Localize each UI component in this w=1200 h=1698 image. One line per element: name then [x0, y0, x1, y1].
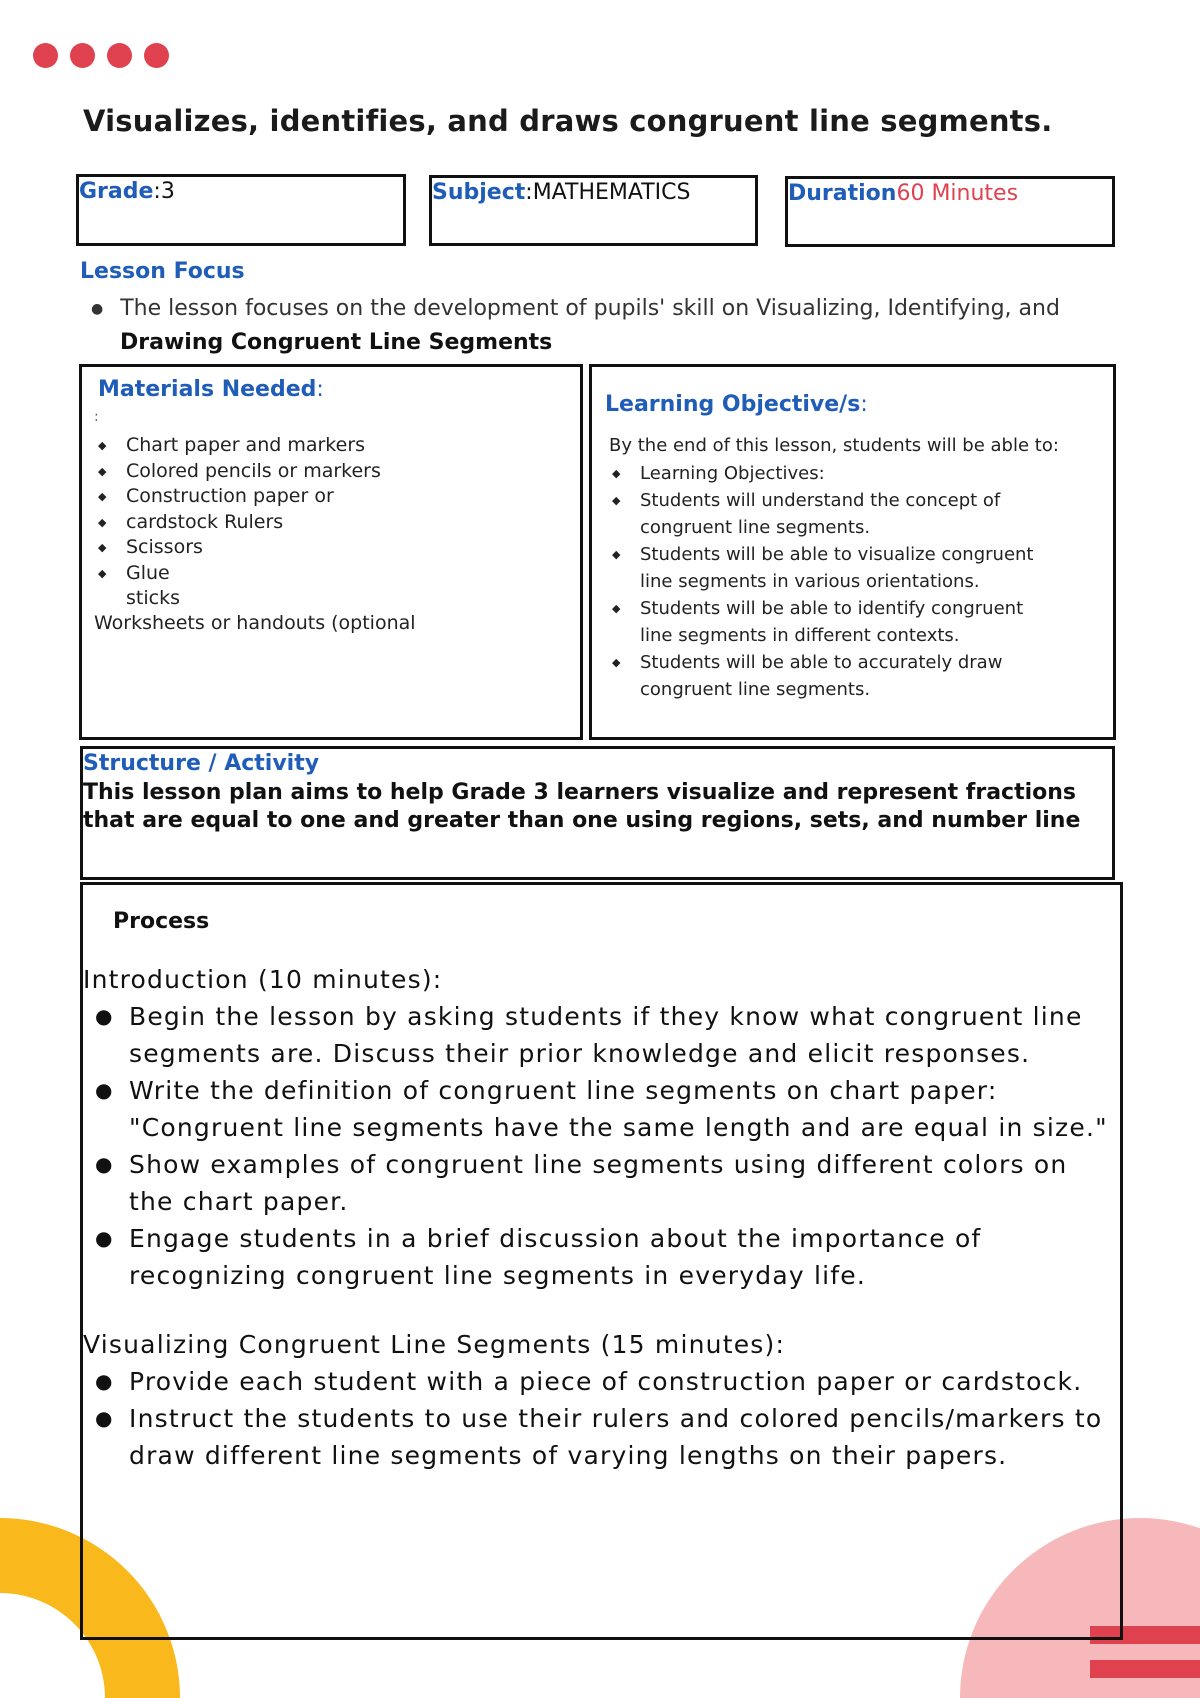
- duration-label: Duration: [788, 181, 897, 206]
- structure-text: This lesson plan aims to help Grade 3 learners visualize and represent fractions that are equal to one and greater than one using regions, sets, and number line: [83, 780, 1081, 833]
- subject-box: [429, 175, 758, 246]
- decor-dot-3: [107, 43, 132, 68]
- visualizing-item: ● Instruct the students to use their rulers and colored pencils/markers to draw different line segments of varying lengths on their papers.: [83, 1400, 1113, 1474]
- page-title: Visualizes, identifies, and draws congruent line segments.: [83, 104, 1053, 138]
- objective-item: ◆ Students will be able to accurately draw congruent line segments.: [606, 649, 1046, 703]
- process-content: [83, 961, 1113, 1474]
- decor-dot-2: [70, 43, 95, 68]
- materials-footer: Worksheets or handouts (optional: [94, 612, 416, 634]
- visualizing-list: [83, 1363, 1113, 1474]
- objectives-intro: By the end of this lesson, students will be able to:: [609, 435, 1059, 456]
- grade-value: :3: [153, 179, 175, 204]
- materials-colon: :: [316, 377, 324, 402]
- visualizing-heading: Visualizing Congruent Line Segments (15 minutes):: [83, 1330, 786, 1359]
- grade-box: [76, 174, 406, 246]
- duration-box: [785, 176, 1115, 247]
- objectives-box: [589, 364, 1116, 740]
- materials-item: ◆ Chart paper and markers: [92, 433, 532, 459]
- red-stripe-2: [1090, 1660, 1200, 1678]
- materials-continuation: sticks: [126, 587, 180, 609]
- intro-heading: Introduction (10 minutes):: [83, 965, 443, 994]
- objectives-list: [606, 460, 1046, 703]
- subject-label: Subject: [432, 180, 526, 205]
- intro-list: [83, 998, 1113, 1294]
- visualizing-item: ● Provide each student with a piece of construction paper or cardstock.: [83, 1363, 1113, 1400]
- lesson-focus-bullet: ● The lesson focuses on the development of pupils' skill on Visualizing, Identifying, and: [91, 296, 1060, 321]
- subject-value: :MATHEMATICS: [525, 180, 691, 205]
- objective-item: ◆ Learning Objectives:: [606, 460, 1046, 487]
- structure-box: [80, 746, 1115, 880]
- materials-item: ◆ Construction paper or: [92, 484, 532, 510]
- intro-item: ● Engage students in a brief discussion about the importance of recognizing congruent line segments in everyday life.: [83, 1220, 1113, 1294]
- objectives-heading: Learning Objective/s: [605, 392, 861, 417]
- materials-box: [79, 364, 583, 740]
- materials-item: ◆ cardstock Rulers: [92, 510, 532, 536]
- objective-item: ◆ Students will understand the concept of congruent line segments.: [606, 487, 1046, 541]
- intro-item: ● Show examples of congruent line segments using different colors on the chart paper.: [83, 1146, 1113, 1220]
- objective-item: ◆ Students will be able to visualize congruent line segments in various orientations.: [606, 541, 1046, 595]
- materials-item: ◆ Glue: [92, 561, 532, 587]
- materials-heading: Materials Needed: [98, 377, 317, 402]
- lesson-focus-text: The lesson focuses on the development of pupils' skill on Visualizing, Identifying, and: [120, 296, 1060, 321]
- structure-heading: Structure / Activity: [83, 751, 320, 776]
- materials-stray-colon: :: [94, 409, 99, 425]
- intro-item: ● Write the definition of congruent line segments on chart paper: "Congruent line segments have the same length and are equal in size.": [83, 1072, 1113, 1146]
- lesson-focus-heading: Lesson Focus: [80, 259, 245, 284]
- materials-item: ◆ Colored pencils or markers: [92, 459, 532, 485]
- objectives-colon: :: [860, 392, 868, 417]
- lesson-focus-bold: Drawing Congruent Line Segments: [120, 330, 553, 355]
- duration-value: 60 Minutes: [896, 181, 1019, 206]
- objective-item: ◆ Students will be able to identify congruent line segments in different contexts.: [606, 595, 1046, 649]
- intro-item: ● Begin the lesson by asking students if they know what congruent line segments are. Discuss their prior knowledge and elicit responses.: [83, 998, 1113, 1072]
- process-heading: Process: [113, 909, 210, 934]
- decor-dot-1: [33, 43, 58, 68]
- materials-item: ◆ Scissors: [92, 535, 532, 561]
- materials-list: [92, 433, 532, 586]
- decor-dot-4: [144, 43, 169, 68]
- process-box: [80, 882, 1123, 1640]
- grade-label: Grade: [79, 179, 154, 204]
